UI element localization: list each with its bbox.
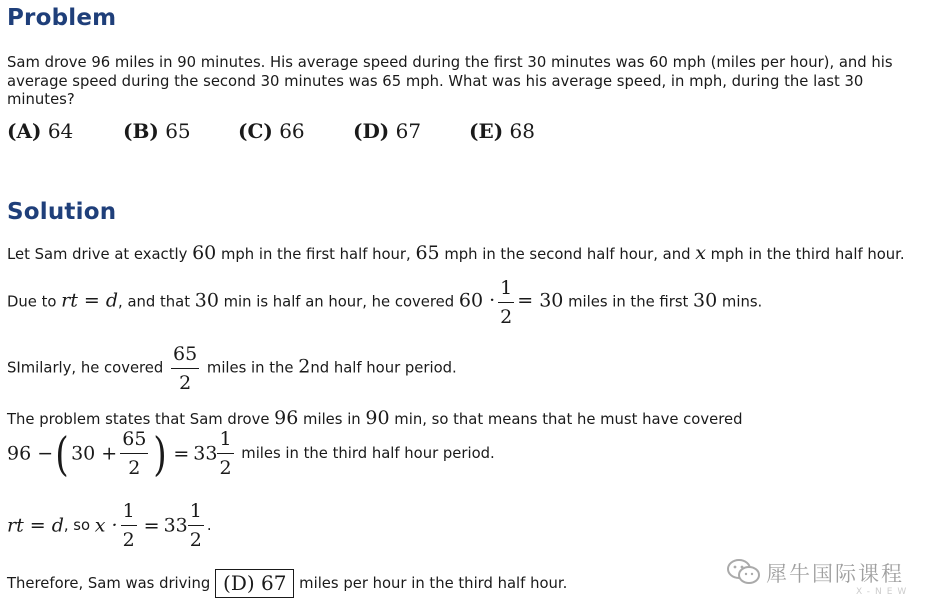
watermark-text: 犀牛国际课程 xyxy=(766,562,904,586)
numerator: 65 xyxy=(173,343,198,365)
denominator: 2 xyxy=(217,453,233,480)
text: Therefore, Sam was driving xyxy=(7,575,216,592)
wechat-logo-icon xyxy=(726,557,762,591)
text: mph in the second half hour, and xyxy=(439,246,696,263)
math: 30 + xyxy=(71,442,118,465)
math: 2 xyxy=(298,355,311,378)
choice-value: 68 xyxy=(509,119,535,143)
fraction xyxy=(171,342,199,395)
solution-line-1 xyxy=(7,242,905,264)
math: 65 xyxy=(415,242,440,264)
denominator: 2 xyxy=(121,525,137,552)
watermark-subtext: X-NEW xyxy=(856,587,912,597)
text: miles in the xyxy=(202,359,299,377)
left-paren: ( xyxy=(55,426,69,481)
numerator: 1 xyxy=(189,500,202,522)
text: Let Sam drive at exactly xyxy=(7,246,193,263)
mixed-number xyxy=(164,499,207,552)
text: miles in the first xyxy=(563,293,694,311)
solution-line-3 xyxy=(7,342,457,395)
choice-b xyxy=(123,119,191,143)
math: 60 xyxy=(192,242,217,264)
math: = xyxy=(143,514,160,537)
numerator: 1 xyxy=(122,500,135,522)
math: rt = d xyxy=(7,514,64,537)
choice-label: (A) xyxy=(7,119,42,143)
choice-label: (C) xyxy=(238,119,273,143)
choice-c xyxy=(238,119,305,143)
numerator: 65 xyxy=(122,428,147,450)
math: x · xyxy=(94,514,118,537)
solution-line-4 xyxy=(7,407,742,429)
text: min is half an hour, he covered xyxy=(218,293,459,311)
math: 96 − xyxy=(7,442,54,465)
text: Due to xyxy=(7,293,62,311)
whole-part: 33 xyxy=(193,442,218,465)
numerator: 1 xyxy=(500,277,513,299)
text: , so xyxy=(63,517,95,534)
solution-heading: Solution xyxy=(7,199,117,225)
fraction xyxy=(121,499,137,552)
watermark xyxy=(726,555,926,595)
text: mph in the first half hour, xyxy=(216,246,416,263)
fraction xyxy=(217,427,233,480)
math: 96 xyxy=(274,407,299,429)
text: SImilarly, he covered xyxy=(7,359,169,377)
choice-value: 65 xyxy=(165,119,191,143)
right-paren: ) xyxy=(153,426,168,481)
text: . xyxy=(206,517,212,534)
choice-a xyxy=(7,119,73,143)
problem-text: Sam drove 96 miles in 90 minutes. His average speed during the first 30 minutes was 60 mph (miles per hour), and his average speed during the second 30 minutes was 65 mph. What was his average speed, in mph, during the last 30 minutes? xyxy=(7,54,893,108)
text: mph in the third half hour. xyxy=(705,246,905,263)
choice-e xyxy=(469,119,535,143)
choice-value: 64 xyxy=(47,119,74,143)
text: miles in xyxy=(298,411,366,428)
math: 30 xyxy=(693,289,718,312)
text: miles in the third half hour period. xyxy=(236,445,495,462)
math: rt = d xyxy=(61,289,119,312)
solution-line-5 xyxy=(7,427,495,480)
solution-line-2 xyxy=(7,276,762,329)
math-variable: x xyxy=(695,242,706,264)
text: nd half hour period. xyxy=(310,359,457,377)
choice-value: 66 xyxy=(279,119,305,143)
choice-label: (B) xyxy=(123,119,159,143)
denominator: 2 xyxy=(188,525,204,552)
text: The problem states that Sam drove xyxy=(7,411,275,428)
whole-part: 33 xyxy=(163,514,188,537)
text: mins. xyxy=(717,293,763,311)
boxed-answer: (D) 67 xyxy=(215,569,294,598)
numerator: 1 xyxy=(219,428,232,450)
fraction xyxy=(498,276,514,329)
denominator: 2 xyxy=(171,368,199,395)
choice-label: (D) xyxy=(353,119,390,143)
choice-label: (E) xyxy=(469,119,504,143)
choice-d xyxy=(353,119,421,143)
math: 60 · xyxy=(458,289,496,312)
denominator: 2 xyxy=(498,302,514,329)
text: , and that xyxy=(118,293,195,311)
text: min, so that means that he must have covered xyxy=(389,411,743,428)
math: = xyxy=(173,442,190,465)
fraction xyxy=(188,499,204,552)
mixed-number xyxy=(193,427,236,480)
solution-line-6 xyxy=(7,499,212,552)
fraction xyxy=(120,427,148,480)
problem-heading: Problem xyxy=(7,5,117,31)
solution-line-7 xyxy=(7,569,567,598)
math: = 30 xyxy=(517,289,564,312)
denominator: 2 xyxy=(120,453,148,480)
math: 90 xyxy=(365,407,390,429)
text: miles per hour in the third half hour. xyxy=(294,575,568,592)
math: 30 xyxy=(194,289,219,312)
choice-value: 67 xyxy=(395,119,422,143)
